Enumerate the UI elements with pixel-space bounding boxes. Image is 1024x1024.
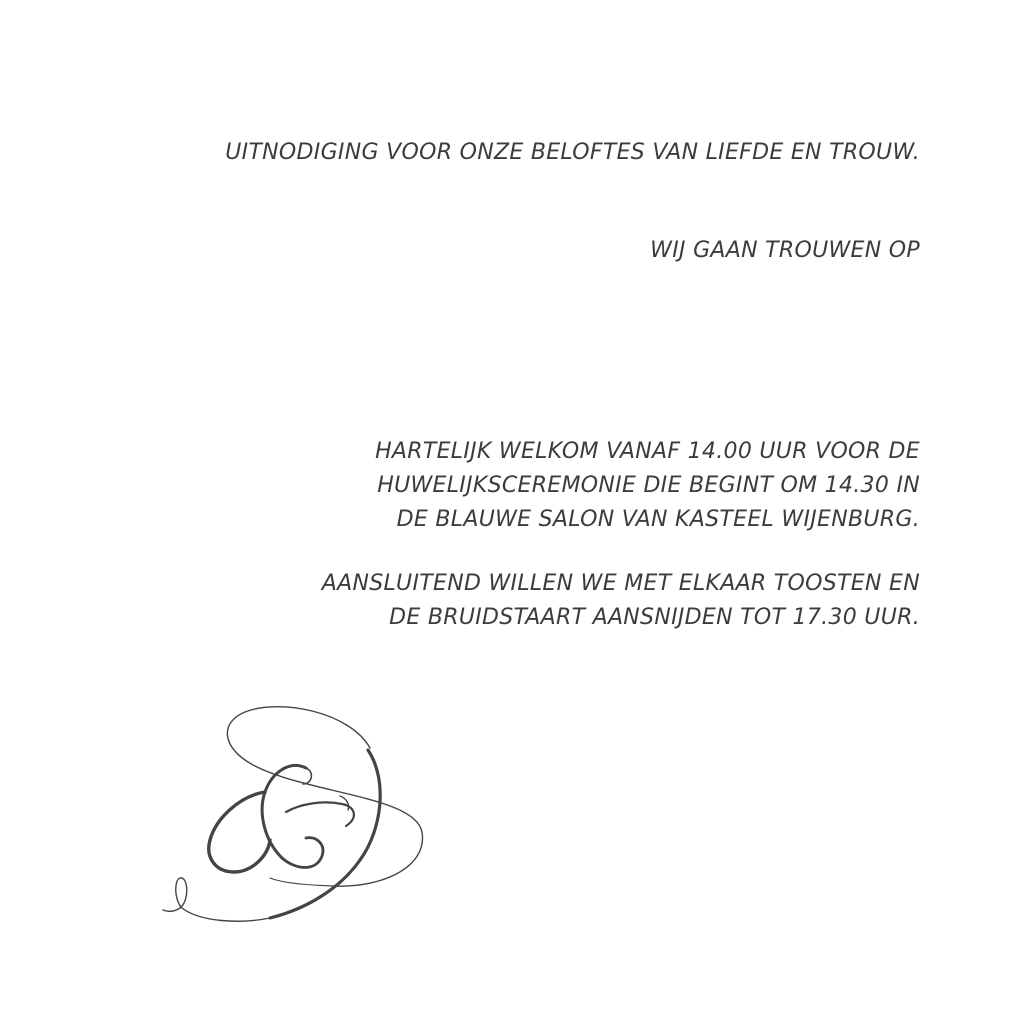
reception-paragraph [322, 567, 920, 635]
invitation-heading: UITNODIGING VOOR ONZE BELOFTES VAN LIEFDE EN TROUW. [225, 140, 920, 165]
reception-line: DE BRUIDSTAART AANSNIJDEN TOT 17.30 UUR. [389, 605, 920, 630]
welcome-line: HUWELIJKSCEREMONIE DIE BEGINT OM 14.30 IN [377, 473, 920, 498]
welcome-line: DE BLAUWE SALON VAN KASTEEL WIJENBURG. [396, 507, 920, 532]
calligraphic-monogram-icon [160, 700, 435, 930]
wedding-date-intro: WIJ GAAN TROUWEN OP [650, 238, 920, 263]
reception-line: AANSLUITEND WILLEN WE MET ELKAAR TOOSTEN EN [321, 571, 920, 596]
welcome-paragraph [375, 435, 920, 537]
welcome-line: HARTELIJK WELKOM VANAF 14.00 UUR VOOR DE [375, 439, 920, 464]
